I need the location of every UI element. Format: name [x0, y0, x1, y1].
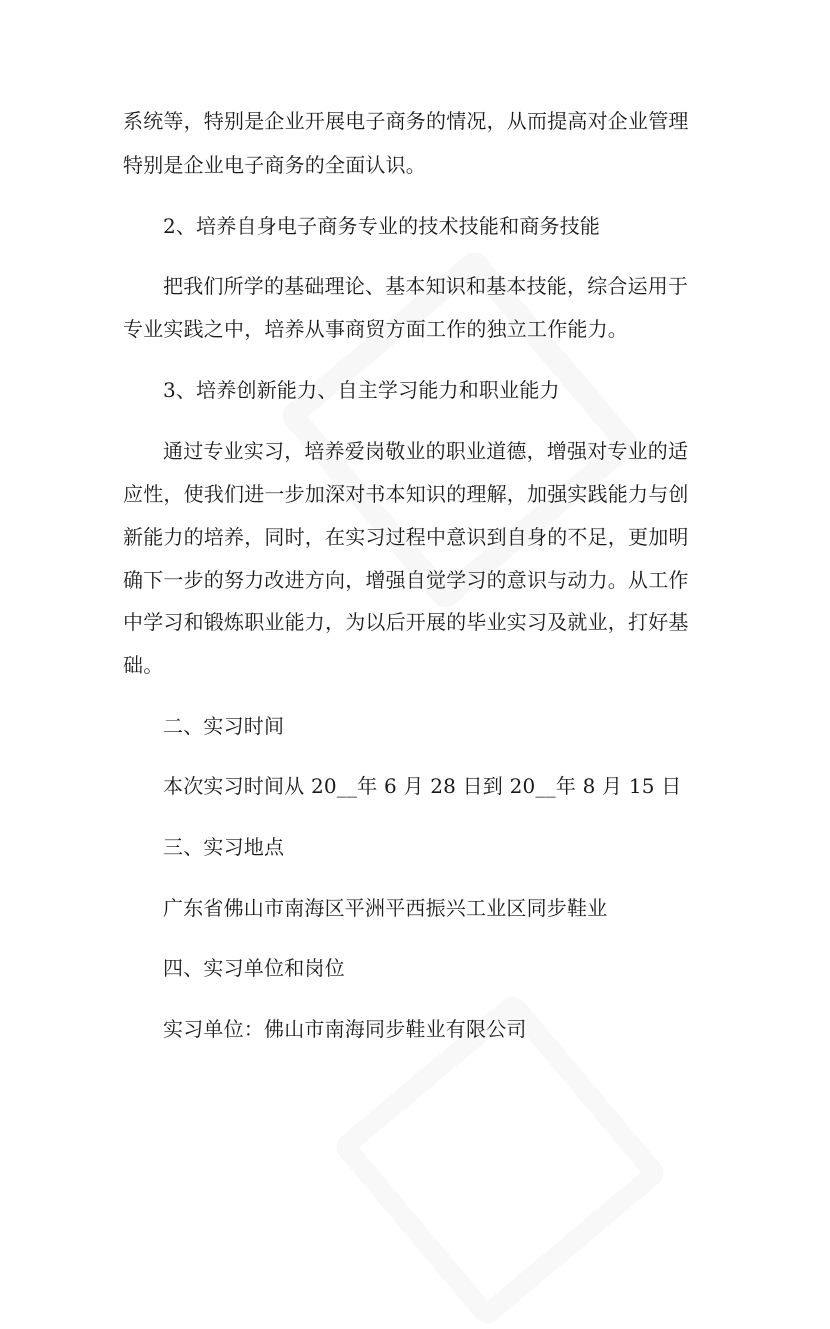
section-heading: 四、实习单位和岗位 [163, 956, 345, 980]
paragraph-line: 新能力的培养，同时，在实习过程中意识到自身的不足，更加明 [123, 525, 689, 549]
paragraph-line: 中学习和锻炼职业能力，为以后开展的毕业实习及就业，打好基 [123, 610, 689, 634]
section-heading: 2、培养自身电子商务专业的技术技能和商务技能 [163, 214, 601, 238]
paragraph-line: 系统等，特别是企业开展电子商务的情况，从而提高对企业管理 [123, 109, 689, 133]
paragraph-line: 通过专业实习，培养爱岗敬业的职业道德，增强对专业的适 [163, 439, 689, 463]
watermark-shape [277, 247, 643, 613]
paragraph-line: 应性，使我们进一步加深对书本知识的理解，加强实践能力与创 [123, 482, 689, 506]
paragraph-line: 实习单位：佛山市南海同步鞋业有限公司 [163, 1017, 527, 1041]
paragraph-line: 广东省佛山市南海区平洲平西振兴工业区同步鞋业 [163, 896, 608, 920]
paragraph-line: 特别是企业电子商务的全面认识。 [123, 153, 426, 177]
watermark [277, 247, 643, 613]
paragraph-line: 专业实践之中，培养从事商贸方面工作的独立工作能力。 [123, 317, 628, 341]
paragraph-line: 本次实习时间从 20__年 6 月 28 日到 20__年 8 月 15 日 [163, 774, 682, 798]
section-heading: 3、培养创新能力、自主学习能力和职业能力 [163, 378, 560, 402]
paragraph-line: 把我们所学的基础理论、基本知识和基本技能，综合运用于 [163, 274, 689, 298]
paragraph-line: 确下一步的努力改进方向，增强自觉学习的意识与动力。从工作 [123, 568, 689, 592]
paragraph-line: 础。 [123, 653, 164, 677]
section-heading: 二、实习时间 [163, 714, 285, 738]
section-heading: 三、实习地点 [163, 835, 285, 859]
